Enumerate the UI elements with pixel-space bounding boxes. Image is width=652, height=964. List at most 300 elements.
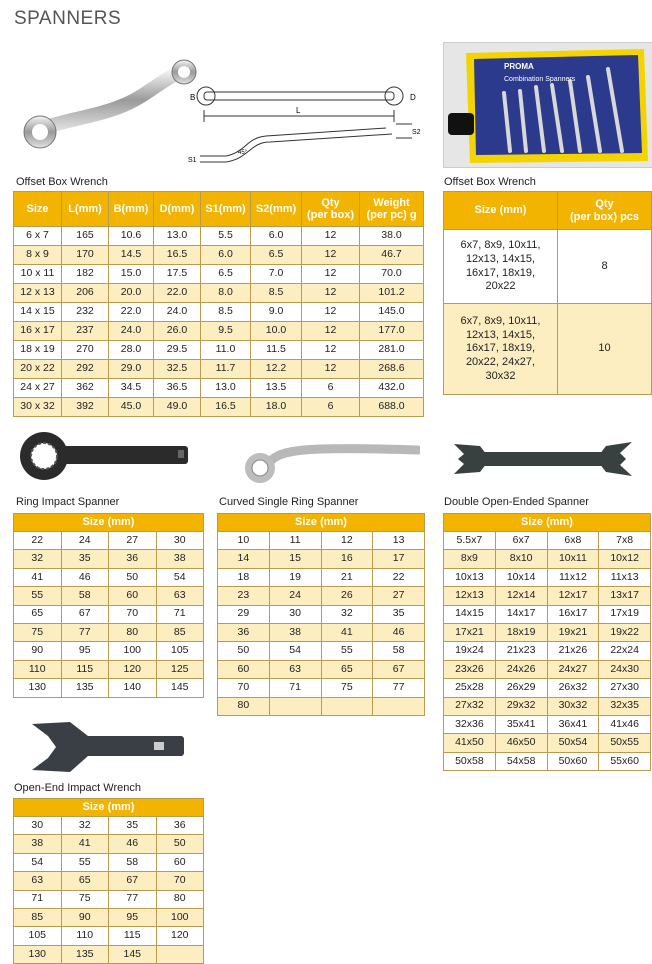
table-cell: 36 (218, 623, 270, 641)
double-open-spanner-image (450, 436, 636, 482)
table-row (444, 568, 651, 586)
table-cell: 32x35 (599, 697, 651, 715)
table-cell: 5.5 (201, 227, 251, 246)
table-cell: 7x8 (599, 532, 651, 550)
table-row (14, 568, 204, 586)
table-cell: 67 (61, 605, 109, 623)
table-row (14, 550, 204, 568)
table-cell: 80 (156, 890, 204, 908)
table-cell: 8.5 (251, 284, 302, 303)
table-cell: 101.2 (360, 284, 424, 303)
table-cell: 115 (109, 927, 157, 945)
table-cell: 36x41 (547, 715, 599, 733)
table-cell: 41 (14, 568, 62, 586)
table-cell: 10x11 (547, 550, 599, 568)
table-cell: 50 (109, 568, 157, 586)
table-cell: 41 (61, 835, 109, 853)
label-b: B (190, 93, 196, 102)
table-row (14, 872, 204, 890)
table-cell: 20 x 22 (14, 360, 62, 379)
offset-box-table (13, 191, 424, 417)
table-cell: 35 (61, 550, 109, 568)
table-cell: 80 (109, 623, 157, 641)
table-cell: 12 (302, 265, 360, 284)
table-cell: 70.0 (360, 265, 424, 284)
table-cell: 22 (373, 568, 425, 586)
table-cell: 65 (61, 872, 109, 890)
table-cell: 12 (302, 341, 360, 360)
table-row (444, 734, 651, 752)
offset-set-caption: Offset Box Wrench (444, 176, 536, 188)
label-d: D (410, 93, 416, 102)
spanner-set-photo (443, 42, 652, 168)
table-row (14, 379, 424, 398)
table-cell: 90 (14, 642, 62, 660)
table-cell: 46 (373, 623, 425, 641)
table-cell: 17x21 (444, 623, 496, 641)
table-cell (321, 697, 373, 715)
table-cell: 11x13 (599, 568, 651, 586)
label-l: L (296, 106, 301, 115)
column-header: D(mm) (154, 192, 201, 227)
label-angle: 45° (238, 150, 248, 156)
table-cell: 34.5 (109, 379, 154, 398)
table-cell: 105 (156, 642, 204, 660)
table-cell: 120 (109, 660, 157, 678)
table-row (218, 623, 425, 641)
table-cell: 63 (269, 660, 321, 678)
open-end-impact-caption: Open-End Impact Wrench (14, 782, 141, 794)
table-cell: 237 (62, 322, 109, 341)
table-cell: 135 (61, 679, 109, 697)
table-cell: 7.0 (251, 265, 302, 284)
table-row (444, 660, 651, 678)
table-row (14, 227, 424, 246)
table-cell: 362 (62, 379, 109, 398)
table-cell: 292 (62, 360, 109, 379)
table-cell: 8 x 9 (14, 246, 62, 265)
table-cell: 75 (61, 890, 109, 908)
table-cell: 77 (109, 890, 157, 908)
table-cell: 36.5 (154, 379, 201, 398)
table-cell: 130 (14, 945, 62, 963)
table-cell: 24.0 (109, 322, 154, 341)
table-cell: 46.7 (360, 246, 424, 265)
table-cell: 24 (269, 587, 321, 605)
page-title: SPANNERS (14, 8, 122, 29)
table-cell: 177.0 (360, 322, 424, 341)
column-header: B(mm) (109, 192, 154, 227)
table-cell: 8x9 (444, 550, 496, 568)
table-cell (373, 697, 425, 715)
table-row (444, 605, 651, 623)
open-end-impact-header: Size (mm) (14, 799, 204, 817)
table-cell: 60 (218, 660, 270, 678)
table-cell: 6.5 (251, 246, 302, 265)
table-cell: 26.0 (154, 322, 201, 341)
table-cell: 71 (269, 679, 321, 697)
table-row (218, 642, 425, 660)
table-cell: 16.5 (201, 398, 251, 417)
table-cell: 100 (156, 908, 204, 926)
table-cell: 46 (109, 835, 157, 853)
ring-impact-spanner-image (16, 430, 192, 482)
table-cell: 71 (14, 890, 62, 908)
table-cell: 18.0 (251, 398, 302, 417)
table-cell: 6.0 (251, 227, 302, 246)
table-row (14, 817, 204, 835)
table-cell: 55x60 (599, 752, 651, 770)
table-cell: 50x58 (444, 752, 496, 770)
table-cell: 22x24 (599, 642, 651, 660)
table-cell: 55 (321, 642, 373, 660)
table-cell: 135 (61, 945, 109, 963)
double-open-header: Size (mm) (444, 514, 651, 532)
table-cell: 70 (156, 872, 204, 890)
table-row (14, 341, 424, 360)
table-cell: 77 (373, 679, 425, 697)
table-row (14, 853, 204, 871)
table-cell: 10x14 (495, 568, 547, 586)
table-cell: 12 x 13 (14, 284, 62, 303)
double-open-caption: Double Open-Ended Spanner (444, 496, 589, 508)
table-cell: 10.0 (251, 322, 302, 341)
table-row (218, 532, 425, 550)
table-cell: 18 x 19 (14, 341, 62, 360)
table-row (14, 945, 204, 963)
table-row (14, 908, 204, 926)
table-cell: 55 (61, 853, 109, 871)
table-cell: 12 (302, 284, 360, 303)
open-end-impact-wrench-image (30, 718, 188, 780)
table-cell: 15.0 (109, 265, 154, 284)
table-cell: 140 (109, 679, 157, 697)
open-end-impact-table (13, 798, 204, 964)
table-cell: 17 (373, 550, 425, 568)
table-cell: 46x50 (495, 734, 547, 752)
table-cell: 13.0 (201, 379, 251, 398)
table-cell: 12.2 (251, 360, 302, 379)
label-s1: S1 (188, 157, 197, 164)
table-row (444, 550, 651, 568)
table-cell: 27x32 (444, 697, 496, 715)
table-cell: 21x23 (495, 642, 547, 660)
table-cell: 58 (373, 642, 425, 660)
table-cell: 14x15 (444, 605, 496, 623)
table-row (218, 587, 425, 605)
table-cell: 63 (156, 587, 204, 605)
table-cell: 35 (109, 817, 157, 835)
table-cell: 27 (109, 532, 157, 550)
table-row (218, 605, 425, 623)
ring-impact-table (13, 513, 204, 698)
table-cell: 130 (14, 679, 62, 697)
table-cell: 25x28 (444, 679, 496, 697)
table-row (14, 623, 204, 641)
table-cell: 95 (109, 908, 157, 926)
table-cell: 268.6 (360, 360, 424, 379)
offset-box-wrench-diagram (186, 80, 422, 170)
column-header: S1(mm) (201, 192, 251, 227)
table-cell: 50x55 (599, 734, 651, 752)
table-cell: 38 (269, 623, 321, 641)
table-cell: 67 (109, 872, 157, 890)
table-cell: 6x7 (495, 532, 547, 550)
table-row (14, 587, 204, 605)
column-header: Weight (per pc) g (360, 192, 424, 227)
table-cell: 41x50 (444, 734, 496, 752)
table-cell: 6x7, 8x9, 10x11, 12x13, 14x15, 16x17, 18x19, 20x22, 24x27, 30x32 (444, 304, 558, 395)
table-cell: 36 (156, 817, 204, 835)
table-row (218, 568, 425, 586)
table-cell: 12 (321, 532, 373, 550)
table-cell: 14x17 (495, 605, 547, 623)
table-cell: 27 (373, 587, 425, 605)
table-row (444, 230, 652, 304)
table-cell: 8.0 (201, 284, 251, 303)
table-cell: 170 (62, 246, 109, 265)
table-cell: 45.0 (109, 398, 154, 417)
table-cell: 12 (302, 322, 360, 341)
table-cell: 6.5 (201, 265, 251, 284)
table-cell: 14 (218, 550, 270, 568)
table-cell: 13 (373, 532, 425, 550)
table-cell: 11.7 (201, 360, 251, 379)
table-row (14, 360, 424, 379)
table-cell: 6x8 (547, 532, 599, 550)
table-cell: 22.0 (109, 303, 154, 322)
table-cell: 145 (156, 679, 204, 697)
table-cell: 105 (14, 927, 62, 945)
table-cell: 110 (61, 927, 109, 945)
table-cell: 32 (321, 605, 373, 623)
table-cell: 65 (321, 660, 373, 678)
column-header: Qty (per box) (302, 192, 360, 227)
table-cell: 54 (269, 642, 321, 660)
ring-impact-caption: Ring Impact Spanner (16, 496, 120, 508)
table-cell: 21 (321, 568, 373, 586)
table-cell: 60 (109, 587, 157, 605)
table-cell: 49.0 (154, 398, 201, 417)
table-cell: 58 (109, 853, 157, 871)
table-cell: 32 (14, 550, 62, 568)
table-cell: 12x13 (444, 587, 496, 605)
table-cell: 14.5 (109, 246, 154, 265)
table-cell: 75 (321, 679, 373, 697)
table-cell: 12 (302, 303, 360, 322)
table-cell: 54 (14, 853, 62, 871)
table-cell: 71 (156, 605, 204, 623)
table-cell: 6 (302, 398, 360, 417)
table-cell: 27x30 (599, 679, 651, 697)
table-cell: 9.5 (201, 322, 251, 341)
table-cell: 85 (156, 623, 204, 641)
table-row (14, 890, 204, 908)
table-cell: 19 (269, 568, 321, 586)
table-row (14, 246, 424, 265)
table-cell: 110 (14, 660, 62, 678)
table-cell: 100 (109, 642, 157, 660)
table-cell: 270 (62, 341, 109, 360)
table-cell: 18x19 (495, 623, 547, 641)
table-cell: 32.5 (154, 360, 201, 379)
table-cell: 688.0 (360, 398, 424, 417)
table-cell: 14 x 15 (14, 303, 62, 322)
table-cell: 24x30 (599, 660, 651, 678)
column-header: Size (14, 192, 62, 227)
table-cell: 10x13 (444, 568, 496, 586)
ring-impact-header: Size (mm) (14, 514, 204, 532)
table-cell: 125 (156, 660, 204, 678)
table-row (218, 550, 425, 568)
table-row (14, 660, 204, 678)
table-cell: 206 (62, 284, 109, 303)
table-cell: 145 (109, 945, 157, 963)
table-cell: 8 (558, 230, 652, 304)
table-cell: 12 (302, 246, 360, 265)
table-row (14, 322, 424, 341)
table-cell: 35x41 (495, 715, 547, 733)
table-cell (269, 697, 321, 715)
table-cell: 30 x 32 (14, 398, 62, 417)
table-cell: 10 (218, 532, 270, 550)
table-cell: 17x19 (599, 605, 651, 623)
table-cell: 32x36 (444, 715, 496, 733)
table-row (14, 679, 204, 697)
table-row (444, 697, 651, 715)
table-row (14, 265, 424, 284)
table-cell: 75 (14, 623, 62, 641)
table-cell: 12x17 (547, 587, 599, 605)
table-cell: 30 (269, 605, 321, 623)
table-cell: 80 (218, 697, 270, 715)
table-cell: 30 (156, 532, 204, 550)
table-row (14, 284, 424, 303)
table-row (444, 642, 651, 660)
table-cell: 15 (269, 550, 321, 568)
table-row (444, 752, 651, 770)
table-cell: 8x10 (495, 550, 547, 568)
table-cell: 281.0 (360, 341, 424, 360)
table-cell: 28.0 (109, 341, 154, 360)
table-cell: 67 (373, 660, 425, 678)
table-cell: 22.0 (154, 284, 201, 303)
table-cell: 11.0 (201, 341, 251, 360)
table-row (14, 605, 204, 623)
table-cell: 10x12 (599, 550, 651, 568)
table-cell: 70 (109, 605, 157, 623)
table-cell (156, 945, 204, 963)
table-cell: 32 (61, 817, 109, 835)
table-cell: 182 (62, 265, 109, 284)
table-cell: 19x21 (547, 623, 599, 641)
table-cell: 120 (156, 927, 204, 945)
table-cell: 18 (218, 568, 270, 586)
table-cell: 232 (62, 303, 109, 322)
column-header: L(mm) (62, 192, 109, 227)
table-cell: 10.6 (109, 227, 154, 246)
table-cell: 115 (61, 660, 109, 678)
table-cell: 13.5 (251, 379, 302, 398)
table-cell: 50x60 (547, 752, 599, 770)
table-row (218, 660, 425, 678)
column-header: Qty (per box) pcs (558, 192, 652, 230)
table-cell: 41 (321, 623, 373, 641)
table-cell: 70 (218, 679, 270, 697)
table-cell: 11 (269, 532, 321, 550)
table-cell: 90 (61, 908, 109, 926)
table-cell: 145.0 (360, 303, 424, 322)
table-row (14, 303, 424, 322)
table-cell: 13x17 (599, 587, 651, 605)
table-row (444, 623, 651, 641)
table-cell: 38 (156, 550, 204, 568)
table-cell: 16.5 (154, 246, 201, 265)
table-cell: 36 (109, 550, 157, 568)
table-row (14, 927, 204, 945)
offset-box-caption: Offset Box Wrench (16, 176, 108, 188)
table-cell: 41x46 (599, 715, 651, 733)
table-cell: 58 (61, 587, 109, 605)
table-cell: 24x26 (495, 660, 547, 678)
table-cell: 63 (14, 872, 62, 890)
table-cell: 11.5 (251, 341, 302, 360)
table-row (444, 715, 651, 733)
table-cell: 432.0 (360, 379, 424, 398)
table-cell: 24 x 27 (14, 379, 62, 398)
table-cell: 46 (61, 568, 109, 586)
table-cell: 85 (14, 908, 62, 926)
table-cell: 65 (14, 605, 62, 623)
column-header: Size (mm) (444, 192, 558, 230)
pouch-text: Combination Spanners (504, 76, 576, 83)
table-row (218, 697, 425, 715)
curved-ring-spanner-image (238, 436, 420, 486)
table-cell: 6 (302, 379, 360, 398)
table-cell: 50x54 (547, 734, 599, 752)
table-cell: 50 (156, 835, 204, 853)
table-cell: 54 (156, 568, 204, 586)
table-row (218, 679, 425, 697)
table-cell: 10 x 11 (14, 265, 62, 284)
table-cell: 165 (62, 227, 109, 246)
table-cell: 12 (302, 227, 360, 246)
table-cell: 54x58 (495, 752, 547, 770)
table-cell: 23 (218, 587, 270, 605)
table-cell: 95 (61, 642, 109, 660)
table-row (14, 532, 204, 550)
table-row (14, 642, 204, 660)
table-cell: 26x32 (547, 679, 599, 697)
table-cell: 16 x 17 (14, 322, 62, 341)
table-cell: 50 (218, 642, 270, 660)
curved-ring-header: Size (mm) (218, 514, 425, 532)
table-cell: 55 (14, 587, 62, 605)
table-cell: 17.5 (154, 265, 201, 284)
table-cell: 19x24 (444, 642, 496, 660)
column-header: S2(mm) (251, 192, 302, 227)
table-row (444, 679, 651, 697)
table-cell: 35 (373, 605, 425, 623)
table-cell: 23x26 (444, 660, 496, 678)
table-cell: 38.0 (360, 227, 424, 246)
table-cell: 24x27 (547, 660, 599, 678)
table-cell: 13.0 (154, 227, 201, 246)
table-cell: 5.5x7 (444, 532, 496, 550)
label-s2: S2 (412, 129, 421, 136)
table-cell: 30 (14, 817, 62, 835)
table-cell: 12x14 (495, 587, 547, 605)
